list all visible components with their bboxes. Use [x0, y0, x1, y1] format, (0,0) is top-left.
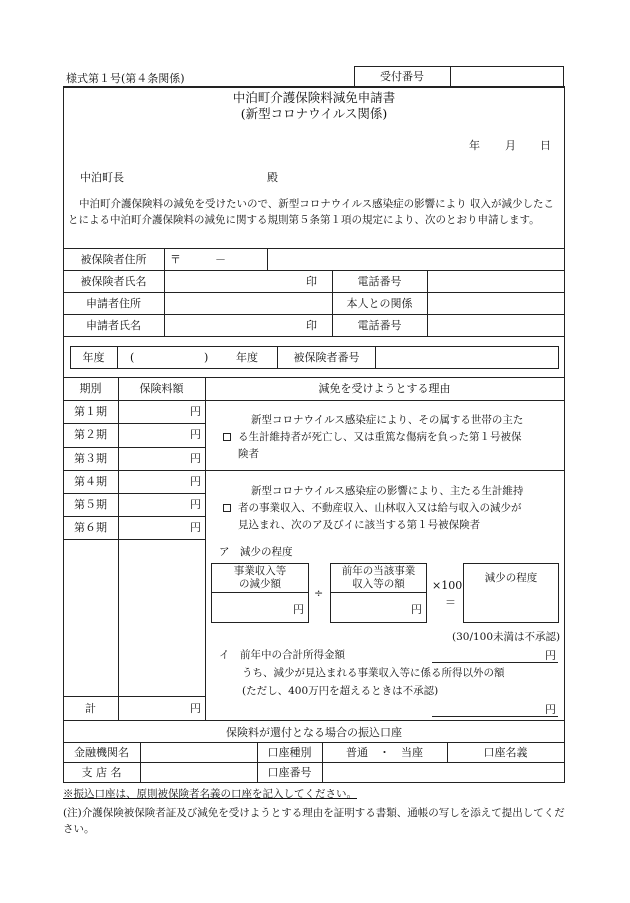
period-4-unit: 円	[190, 475, 201, 488]
fiscal-year-label: 年度	[82, 351, 105, 364]
relation-input[interactable]	[429, 294, 563, 313]
insured-address-input[interactable]	[269, 250, 563, 269]
applicant-address-input[interactable]	[166, 294, 331, 313]
period-header: 期別	[79, 382, 102, 395]
insured-phone-label: 電話番号	[357, 275, 402, 288]
insured-name-input[interactable]	[166, 272, 301, 291]
reason-1-line-2: る生計維持者が死亡し、又は重篤な傷病を負った第１号被保	[238, 431, 522, 443]
branch-label: 支 店 名	[81, 766, 122, 779]
reduction-amount-unit: 円	[293, 603, 304, 616]
times-100: ×100	[432, 579, 463, 592]
period-5-amount-input[interactable]	[120, 495, 188, 515]
period-6-amount-input[interactable]	[120, 518, 188, 538]
reduction-ratio-label: 減少の程度	[484, 572, 538, 584]
period-3-label: 第３期	[74, 452, 107, 465]
period-1-unit: 円	[190, 405, 201, 418]
date-month: 月	[505, 139, 516, 152]
year-suffix: 年度	[236, 351, 258, 364]
postal-code-input[interactable]	[180, 250, 265, 269]
applicant-address-label: 申請者住所	[86, 297, 141, 310]
period-4-label: 第４期	[74, 475, 107, 488]
reason-1-checkbox[interactable]	[223, 433, 231, 441]
account-type-options[interactable]: 普通 ・ 当座	[346, 746, 423, 759]
total-income-unit: 円	[545, 649, 556, 662]
period-1-amount-input[interactable]	[120, 402, 188, 422]
institution-label: 金融機関名	[74, 746, 129, 759]
account-holder-label: 口座名義	[483, 746, 528, 759]
reason-2-line-1: 新型コロナウイルス感染症の影響により、主たる生計維持	[251, 485, 524, 497]
footnote-1: ※振込口座は、原則被保険者名義の口座を記入してください。	[63, 788, 357, 800]
total-label: 計	[85, 702, 96, 715]
applicant-seal: 印	[306, 319, 317, 332]
account-number-label: 口座番号	[267, 766, 312, 779]
footnote-2: (注)介護保険被保険者証及び減免を受けようとする理由を証明する書類、通帳の写しを添えて提出してください。	[63, 807, 565, 835]
insured-number-label: 被保険者番号	[293, 351, 360, 364]
period-3-amount-input[interactable]	[120, 449, 188, 469]
section-a-title: ア 減少の程度	[219, 546, 293, 558]
prior-income-input[interactable]	[332, 594, 409, 621]
institution-input[interactable]	[142, 744, 255, 761]
total-income-input[interactable]	[432, 647, 542, 662]
period-4-amount-input[interactable]	[120, 472, 188, 492]
form-subtitle: (新型コロナウイルス関係)	[240, 106, 388, 121]
applicant-phone-label: 電話番号	[357, 319, 402, 332]
addressee-honorific: 殿	[267, 171, 278, 184]
prior-income-label-1: 前年の当該事業	[341, 565, 416, 577]
insured-phone-input[interactable]	[429, 272, 563, 291]
intro-paragraph: 中泊町介護保険料の減免を受けたいので、新型コロナウイルス感染症の影響により 収入が減少したことによる中泊町介護保険料の減免に関する規則第５条第１項の規定により、次のとおり申請します。	[68, 198, 554, 226]
reduction-amount-label-1: 事業収入等	[233, 565, 287, 577]
section-i-title: イ 前年中の合計所得金額	[219, 649, 345, 661]
prior-income-label-2: 収入等の額	[352, 578, 405, 590]
insured-address-label: 被保険者住所	[80, 253, 147, 266]
relation-label: 本人との関係	[346, 297, 413, 310]
account-type-label: 口座種別	[267, 746, 312, 759]
period-5-label: 第５期	[74, 498, 107, 511]
branch-input[interactable]	[142, 764, 255, 781]
section-a-note: (30/100未満は不承認)	[452, 631, 561, 643]
period-2-amount-input[interactable]	[120, 425, 188, 445]
total-unit: 円	[190, 702, 201, 715]
receipt-number-field[interactable]	[451, 67, 563, 86]
insured-number-input[interactable]	[377, 348, 558, 367]
period-6-label: 第６期	[74, 521, 107, 534]
reason-2-line-3: 見込まれ、次のア及びイに該当する第１号被保険者	[238, 519, 481, 531]
amount-header: 保険料額	[139, 382, 184, 395]
applicant-name-label: 申請者氏名	[86, 319, 141, 332]
bank-header: 保険料が還付となる場合の振込口座	[226, 726, 402, 739]
form-title: 中泊町介護保険料減免申請書	[232, 90, 396, 105]
account-number-input[interactable]	[324, 764, 563, 781]
other-income-unit: 円	[545, 703, 556, 716]
period-2-unit: 円	[190, 428, 201, 441]
reason-1-line-3: 険者	[238, 448, 259, 460]
reason-2-line-2: 者の事業収入、不動産収入、山林収入又は給与収入の減少が	[238, 502, 522, 514]
applicant-name-input[interactable]	[166, 316, 301, 335]
period-2-label: 第２期	[74, 428, 107, 441]
reduction-amount-input[interactable]	[213, 594, 291, 621]
other-income-input[interactable]	[432, 701, 542, 716]
receipt-number-label: 受付番号	[380, 70, 424, 83]
applicant-phone-input[interactable]	[429, 316, 563, 335]
form-label: 様式第１号(第４条関係)	[66, 72, 185, 85]
period-3-unit: 円	[190, 452, 201, 465]
date-day: 日	[540, 139, 551, 152]
period-5-unit: 円	[190, 498, 201, 511]
section-i-line-2: うち、減少が見込まれる事業収入等に係る所得以外の額	[242, 667, 505, 679]
period-1-label: 第１期	[74, 405, 107, 418]
reason-2-checkbox[interactable]	[223, 504, 231, 512]
reason-1-line-1: 新型コロナウイルス感染症により、その属する世帯の主た	[251, 414, 524, 426]
divide-sign: ÷	[314, 587, 324, 600]
close-paren: )	[204, 351, 209, 364]
fiscal-year-input[interactable]	[140, 348, 200, 367]
reason-header: 減免を受けようとする理由	[318, 382, 451, 395]
total-amount-input[interactable]	[120, 698, 188, 718]
insured-name-label: 被保険者氏名	[80, 275, 147, 288]
insured-seal: 印	[306, 275, 317, 288]
addressee-name: 中泊町長	[80, 171, 124, 184]
postal-dash: －	[215, 253, 226, 266]
postal-mark: 〒	[170, 253, 181, 266]
period-6-unit: 円	[190, 521, 201, 534]
reduction-amount-label-2: の減少額	[239, 578, 281, 590]
equals-sign: ＝	[445, 596, 456, 609]
reduction-ratio-input[interactable]	[465, 594, 557, 621]
prior-income-unit: 円	[411, 603, 422, 616]
open-paren: (	[130, 351, 135, 364]
section-i-line-3: (ただし、400万円を超えるときは不承認)	[242, 685, 439, 697]
date-year: 年	[469, 139, 480, 152]
